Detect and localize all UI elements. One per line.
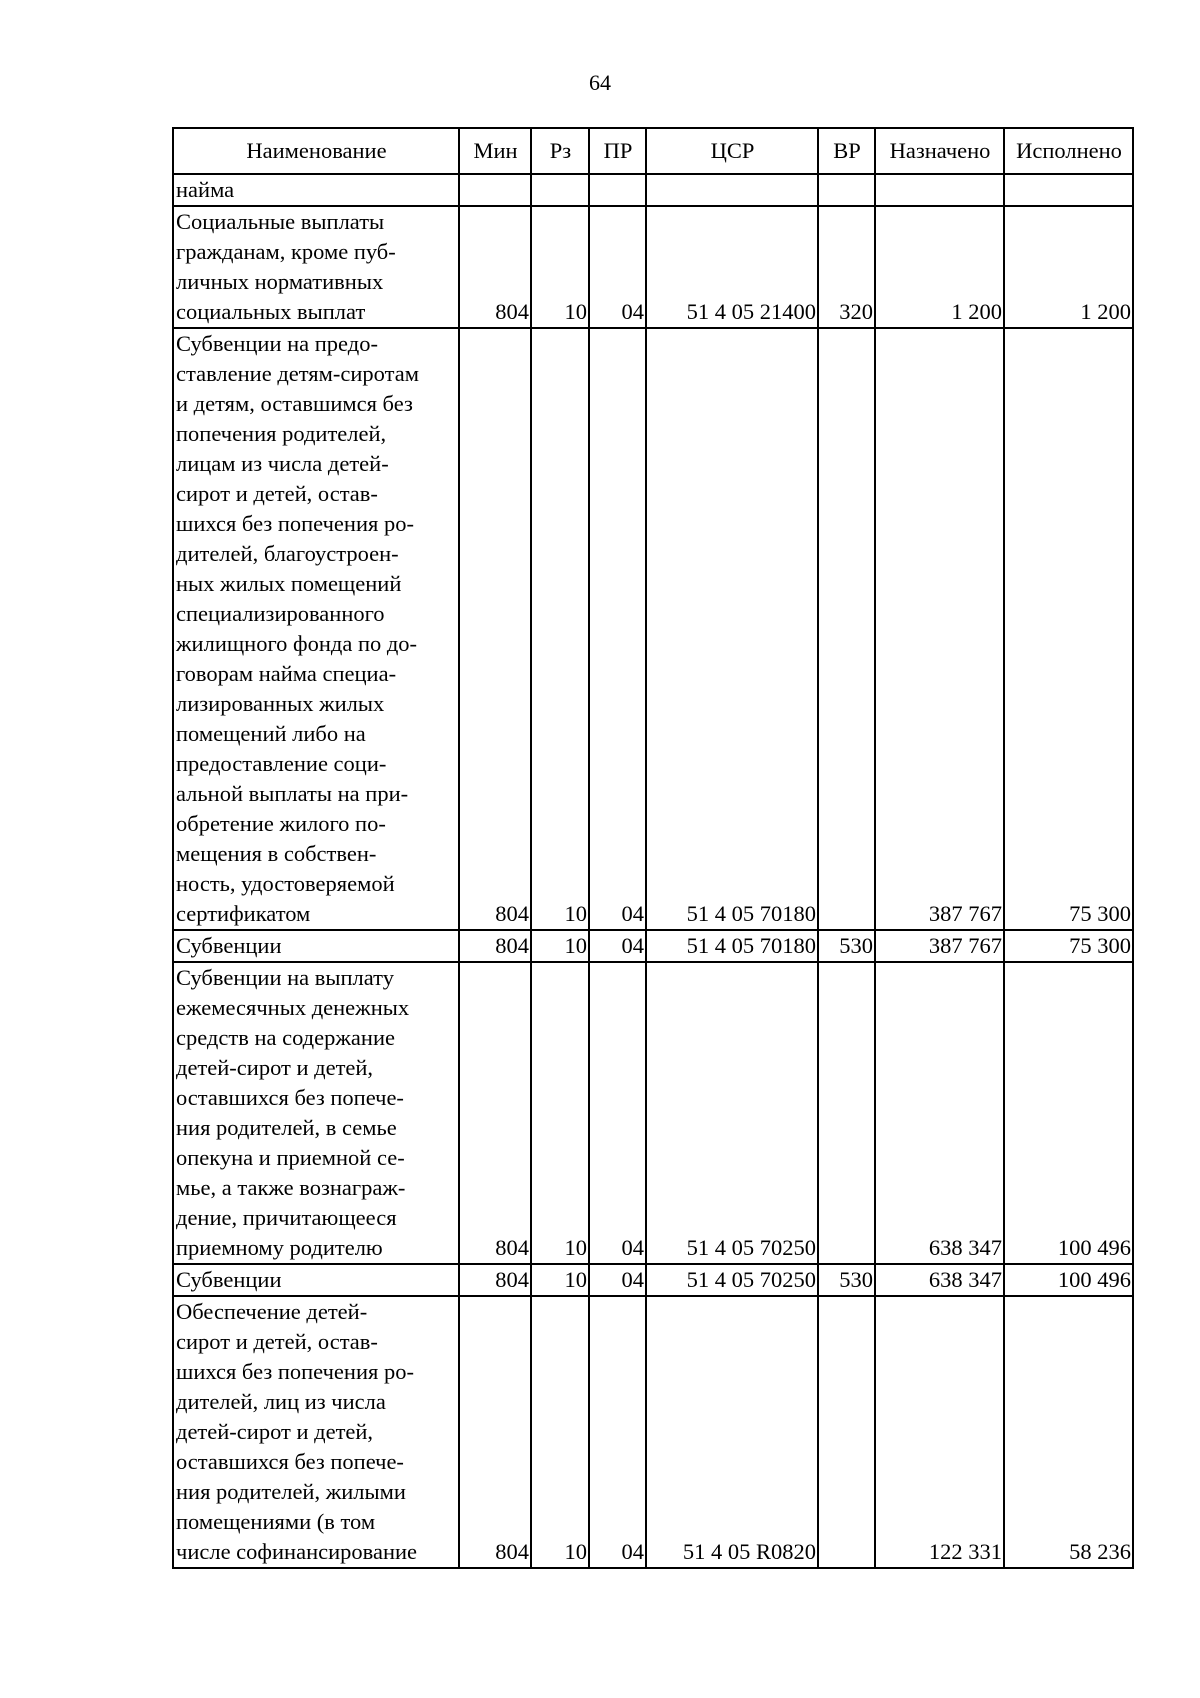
row-pr: 04 bbox=[589, 1296, 646, 1568]
row-min: 804 bbox=[459, 1264, 531, 1296]
row-csr: 51 4 05 70180 bbox=[646, 930, 818, 962]
table-row bbox=[173, 962, 1133, 1264]
table-header-row bbox=[173, 128, 1133, 174]
header-vr: ВР bbox=[818, 128, 875, 174]
row-name: Обеспечение детей- сирот и детей, остав- шихся без попечения ро- дителей, лиц из числа детей-сирот и детей, оставшихся без попече- ния родителей, жилыми помещениями (в том числе софинансирование bbox=[173, 1296, 459, 1568]
row-csr: 51 4 05 R0820 bbox=[646, 1296, 818, 1568]
row-rz: 10 bbox=[531, 328, 589, 930]
row-vr: 530 bbox=[818, 1264, 875, 1296]
table-row bbox=[173, 1264, 1133, 1296]
row-pr: 04 bbox=[589, 962, 646, 1264]
budget-table bbox=[172, 127, 1134, 1569]
row-ispolneno: 58 236 bbox=[1004, 1296, 1133, 1568]
row-vr bbox=[818, 328, 875, 930]
row-csr: 51 4 05 70180 bbox=[646, 328, 818, 930]
row-csr: 51 4 05 70250 bbox=[646, 962, 818, 1264]
row-pr: 04 bbox=[589, 930, 646, 962]
row-naznacheno: 638 347 bbox=[875, 962, 1004, 1264]
row-name: Социальные выплаты гражданам, кроме пуб- личных нормативных социальных выплат bbox=[173, 206, 459, 328]
row-name: найма bbox=[173, 174, 459, 206]
row-pr: 04 bbox=[589, 206, 646, 328]
row-name: Субвенции на предо- ставление детям-сиротам и детям, оставшимся без попечения родителей, лицам из числа детей- сирот и детей, остав- шихся без попечения ро- дителей, благоустроен- ных жилых помещений специализированного жилищного фонда по до- говорам найма специа- лизированных жилых помещений либо на предоставление соци- альной выплаты на при- обретение жилого по- мещения в собствен- ность, удостоверяемой сертификатом bbox=[173, 328, 459, 930]
row-naznacheno bbox=[875, 174, 1004, 206]
row-rz: 10 bbox=[531, 930, 589, 962]
row-min: 804 bbox=[459, 962, 531, 1264]
row-naznacheno: 387 767 bbox=[875, 930, 1004, 962]
row-pr bbox=[589, 174, 646, 206]
row-min bbox=[459, 174, 531, 206]
row-rz: 10 bbox=[531, 1264, 589, 1296]
row-csr bbox=[646, 174, 818, 206]
header-pr: ПР bbox=[589, 128, 646, 174]
table-row bbox=[173, 930, 1133, 962]
row-rz bbox=[531, 174, 589, 206]
row-vr: 320 bbox=[818, 206, 875, 328]
page-number: 64 bbox=[589, 70, 611, 95]
table-row bbox=[173, 1296, 1133, 1568]
row-vr bbox=[818, 174, 875, 206]
row-ispolneno: 1 200 bbox=[1004, 206, 1133, 328]
row-rz: 10 bbox=[531, 1296, 589, 1568]
row-csr: 51 4 05 70250 bbox=[646, 1264, 818, 1296]
row-ispolneno: 75 300 bbox=[1004, 930, 1133, 962]
row-name: Субвенции bbox=[173, 1264, 459, 1296]
header-name: Наименование bbox=[173, 128, 459, 174]
header-rz: Рз bbox=[531, 128, 589, 174]
row-ispolneno: 100 496 bbox=[1004, 962, 1133, 1264]
row-pr: 04 bbox=[589, 1264, 646, 1296]
table-row bbox=[173, 206, 1133, 328]
row-min: 804 bbox=[459, 328, 531, 930]
row-ispolneno: 75 300 bbox=[1004, 328, 1133, 930]
row-name: Субвенции bbox=[173, 930, 459, 962]
row-pr: 04 bbox=[589, 328, 646, 930]
header-ispolneno: Исполнено bbox=[1004, 128, 1133, 174]
row-naznacheno: 387 767 bbox=[875, 328, 1004, 930]
table-row bbox=[173, 174, 1133, 206]
row-name: Субвенции на выплату ежемесячных денежных средств на содержание детей-сирот и детей, оставшихся без попече- ния родителей, в семье опекуна и приемной се- мье, а также вознаграж- дение, причитающееся приемному родителю bbox=[173, 962, 459, 1264]
row-ispolneno: 100 496 bbox=[1004, 1264, 1133, 1296]
row-rz: 10 bbox=[531, 206, 589, 328]
row-min: 804 bbox=[459, 206, 531, 328]
header-min: Мин bbox=[459, 128, 531, 174]
row-naznacheno: 1 200 bbox=[875, 206, 1004, 328]
row-naznacheno: 122 331 bbox=[875, 1296, 1004, 1568]
row-vr: 530 bbox=[818, 930, 875, 962]
row-rz: 10 bbox=[531, 962, 589, 1264]
row-min: 804 bbox=[459, 1296, 531, 1568]
row-vr bbox=[818, 962, 875, 1264]
row-min: 804 bbox=[459, 930, 531, 962]
row-csr: 51 4 05 21400 bbox=[646, 206, 818, 328]
header-csr: ЦСР bbox=[646, 128, 818, 174]
table-row bbox=[173, 328, 1133, 930]
row-ispolneno bbox=[1004, 174, 1133, 206]
row-naznacheno: 638 347 bbox=[875, 1264, 1004, 1296]
row-vr bbox=[818, 1296, 875, 1568]
header-naznacheno: Назначено bbox=[875, 128, 1004, 174]
